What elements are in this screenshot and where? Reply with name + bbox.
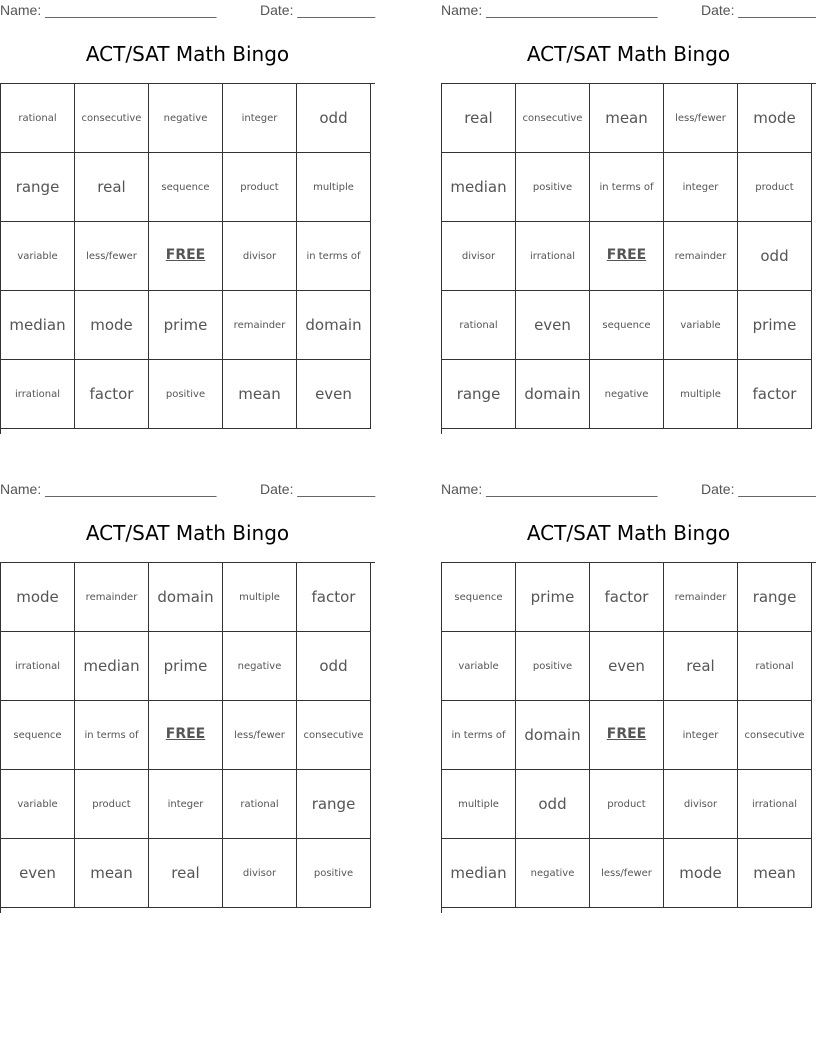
- bingo-cell[interactable]: product: [590, 770, 664, 839]
- bingo-cell[interactable]: mode: [664, 839, 738, 908]
- card-title: ACT/SAT Math Bingo: [526, 521, 731, 545]
- card-title: ACT/SAT Math Bingo: [85, 521, 290, 545]
- date-field[interactable]: Date: __________: [260, 2, 376, 18]
- bingo-cell[interactable]: consecutive: [75, 84, 149, 153]
- bingo-cell[interactable]: remainder: [664, 563, 738, 632]
- bingo-cell[interactable]: positive: [149, 360, 223, 429]
- bingo-cell[interactable]: rational: [442, 291, 516, 360]
- bingo-cell[interactable]: range: [1, 153, 75, 222]
- bingo-cell[interactable]: domain: [149, 563, 223, 632]
- name-field[interactable]: Name: ______________________: [0, 481, 217, 497]
- bingo-cell[interactable]: odd: [738, 222, 812, 291]
- bingo-cell[interactable]: divisor: [223, 839, 297, 908]
- bingo-cell[interactable]: negative: [223, 632, 297, 701]
- bingo-cell[interactable]: domain: [516, 360, 590, 429]
- bingo-cell[interactable]: mean: [223, 360, 297, 429]
- bingo-cell[interactable]: even: [297, 360, 371, 429]
- bingo-cell[interactable]: range: [442, 360, 516, 429]
- bingo-cell[interactable]: factor: [590, 563, 664, 632]
- bingo-cell[interactable]: mean: [75, 839, 149, 908]
- bingo-cell[interactable]: irrational: [1, 360, 75, 429]
- bingo-cell[interactable]: sequence: [590, 291, 664, 360]
- bingo-cell[interactable]: integer: [664, 153, 738, 222]
- bingo-cell[interactable]: less/fewer: [223, 701, 297, 770]
- bingo-cell[interactable]: real: [75, 153, 149, 222]
- bingo-cell[interactable]: divisor: [664, 770, 738, 839]
- free-space-cell[interactable]: FREE: [149, 222, 223, 291]
- bingo-cell[interactable]: real: [664, 632, 738, 701]
- bingo-cell[interactable]: consecutive: [516, 84, 590, 153]
- bingo-cell[interactable]: median: [75, 632, 149, 701]
- bingo-cell[interactable]: factor: [738, 360, 812, 429]
- bingo-cell[interactable]: domain: [516, 701, 590, 770]
- bingo-cell[interactable]: even: [1, 839, 75, 908]
- bingo-cell[interactable]: odd: [297, 84, 371, 153]
- bingo-cell[interactable]: mean: [738, 839, 812, 908]
- bingo-cell[interactable]: consecutive: [297, 701, 371, 770]
- bingo-cell[interactable]: mean: [590, 84, 664, 153]
- bingo-cell[interactable]: real: [149, 839, 223, 908]
- bingo-cell[interactable]: positive: [516, 632, 590, 701]
- bingo-cell[interactable]: in terms of: [75, 701, 149, 770]
- free-space-cell[interactable]: FREE: [590, 701, 664, 770]
- bingo-cell[interactable]: odd: [297, 632, 371, 701]
- bingo-cell[interactable]: multiple: [223, 563, 297, 632]
- card-header: [0, 0, 375, 20]
- bingo-cell[interactable]: variable: [664, 291, 738, 360]
- bingo-cell[interactable]: multiple: [664, 360, 738, 429]
- name-field[interactable]: Name: ______________________: [441, 2, 658, 18]
- bingo-cell[interactable]: in terms of: [297, 222, 371, 291]
- bingo-cell[interactable]: rational: [738, 632, 812, 701]
- bingo-cell[interactable]: positive: [516, 153, 590, 222]
- bingo-cell[interactable]: product: [75, 770, 149, 839]
- bingo-cell[interactable]: remainder: [664, 222, 738, 291]
- bingo-cell[interactable]: remainder: [223, 291, 297, 360]
- bingo-cell[interactable]: prime: [149, 291, 223, 360]
- bingo-cell[interactable]: variable: [442, 632, 516, 701]
- bingo-grid: [0, 562, 375, 913]
- bingo-cell[interactable]: odd: [516, 770, 590, 839]
- bingo-cell[interactable]: mode: [1, 563, 75, 632]
- bingo-cell[interactable]: in terms of: [442, 701, 516, 770]
- bingo-cell[interactable]: rational: [223, 770, 297, 839]
- bingo-grid: [441, 562, 816, 913]
- bingo-cell[interactable]: integer: [149, 770, 223, 839]
- bingo-cell[interactable]: median: [1, 291, 75, 360]
- date-field[interactable]: Date: __________: [701, 2, 816, 18]
- bingo-cell[interactable]: rational: [1, 84, 75, 153]
- card-header: [0, 479, 375, 499]
- bingo-cell[interactable]: even: [516, 291, 590, 360]
- bingo-cell[interactable]: mode: [75, 291, 149, 360]
- bingo-cell[interactable]: sequence: [149, 153, 223, 222]
- name-field[interactable]: Name: ______________________: [441, 481, 658, 497]
- bingo-cell[interactable]: multiple: [297, 153, 371, 222]
- bingo-cell[interactable]: sequence: [1, 701, 75, 770]
- bingo-cell[interactable]: prime: [516, 563, 590, 632]
- bingo-cell[interactable]: even: [590, 632, 664, 701]
- bingo-cell[interactable]: range: [297, 770, 371, 839]
- bingo-cell[interactable]: variable: [1, 222, 75, 291]
- bingo-cell[interactable]: remainder: [75, 563, 149, 632]
- bingo-cell[interactable]: factor: [297, 563, 371, 632]
- bingo-cell[interactable]: negative: [516, 839, 590, 908]
- card-title: ACT/SAT Math Bingo: [85, 42, 290, 66]
- bingo-cell[interactable]: real: [442, 84, 516, 153]
- bingo-cell[interactable]: integer: [223, 84, 297, 153]
- card-title: ACT/SAT Math Bingo: [526, 42, 731, 66]
- card-header: [441, 0, 816, 20]
- bingo-cell[interactable]: consecutive: [738, 701, 812, 770]
- bingo-cell[interactable]: prime: [149, 632, 223, 701]
- bingo-cell[interactable]: less/fewer: [75, 222, 149, 291]
- bingo-cell[interactable]: divisor: [223, 222, 297, 291]
- bingo-cell[interactable]: factor: [75, 360, 149, 429]
- bingo-cell[interactable]: irrational: [738, 770, 812, 839]
- bingo-cell[interactable]: median: [442, 153, 516, 222]
- date-field[interactable]: Date: __________: [701, 481, 816, 497]
- bingo-grid: [0, 83, 375, 434]
- free-space-cell[interactable]: FREE: [590, 222, 664, 291]
- bingo-cell[interactable]: product: [738, 153, 812, 222]
- bingo-cell[interactable]: domain: [297, 291, 371, 360]
- bingo-cell[interactable]: less/fewer: [590, 839, 664, 908]
- bingo-cell[interactable]: sequence: [442, 563, 516, 632]
- bingo-cell[interactable]: negative: [149, 84, 223, 153]
- bingo-cell[interactable]: range: [738, 563, 812, 632]
- bingo-grid: [441, 83, 816, 434]
- bingo-cell[interactable]: in terms of: [590, 153, 664, 222]
- bingo-cell[interactable]: variable: [1, 770, 75, 839]
- bingo-cell[interactable]: median: [442, 839, 516, 908]
- bingo-cell[interactable]: irrational: [516, 222, 590, 291]
- bingo-cell[interactable]: positive: [297, 839, 371, 908]
- bingo-cell[interactable]: mode: [738, 84, 812, 153]
- name-field[interactable]: Name: ______________________: [0, 2, 217, 18]
- bingo-cell[interactable]: negative: [590, 360, 664, 429]
- bingo-cell[interactable]: product: [223, 153, 297, 222]
- date-field[interactable]: Date: __________: [260, 481, 376, 497]
- bingo-cell[interactable]: prime: [738, 291, 812, 360]
- bingo-cell[interactable]: multiple: [442, 770, 516, 839]
- bingo-cell[interactable]: irrational: [1, 632, 75, 701]
- free-space-cell[interactable]: FREE: [149, 701, 223, 770]
- card-header: [441, 479, 816, 499]
- bingo-cell[interactable]: integer: [664, 701, 738, 770]
- bingo-cell[interactable]: less/fewer: [664, 84, 738, 153]
- bingo-cell[interactable]: divisor: [442, 222, 516, 291]
